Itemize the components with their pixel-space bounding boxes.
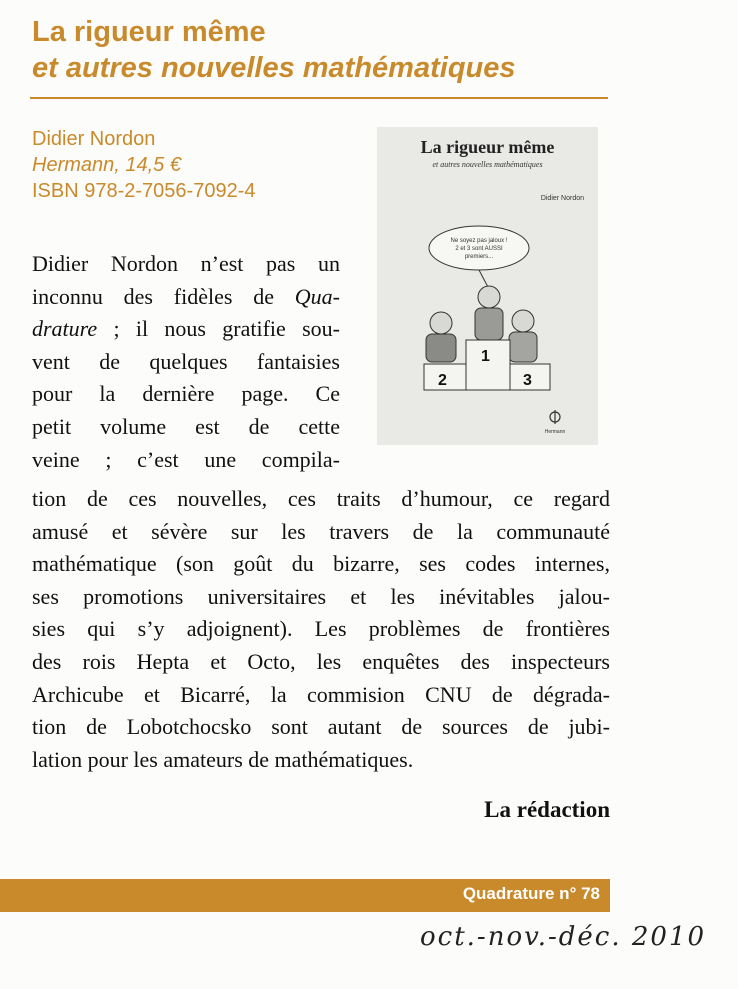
text-line: petit volume est de cette [32, 413, 340, 439]
figure-right-head [512, 310, 534, 332]
text-line: pour la dernière page. Ce [32, 381, 340, 407]
text-line: veine ; c’est une compila- [32, 446, 340, 472]
speech-bubble-text: Ne soyez pas jaloux ! [450, 238, 508, 244]
magazine-name: Qua- [294, 283, 340, 309]
magazine-name: drature [32, 316, 98, 342]
podium-number-2: 2 [438, 372, 447, 389]
book-meta [32, 126, 255, 204]
cover-author: Didier Nordon [540, 195, 584, 202]
article-title [32, 14, 612, 86]
text-line: Archicube et Bicarré, la commision CNU de dégrada- [32, 681, 610, 707]
text-line: vent de quelques fantaisies [32, 348, 340, 374]
figure-right-body [509, 332, 537, 362]
signature: La rédaction [484, 797, 610, 822]
author-name: Didier Nordon [32, 128, 156, 150]
podium-number-1: 1 [481, 348, 490, 365]
title-divider [30, 97, 608, 99]
cover-title: La rigueur même [420, 137, 555, 157]
text-line: Didier Nordon n’est pas un [32, 251, 340, 276]
review-text-full-width [32, 483, 610, 776]
review-text-column [32, 248, 340, 476]
text-line: des rois Hepta et Octo, les enquêtes des inspecteurs [32, 648, 610, 674]
publisher-name: Hermann [544, 429, 566, 435]
book-cover [377, 127, 598, 445]
text-line: ses promotions universitaires et les inévitables jalou- [32, 583, 610, 609]
text-line: drature ; il nous gratifie sou- [32, 316, 340, 342]
handwritten-date-note: oct.-nov.-déc. 2010 [420, 922, 707, 952]
text-line: tion de ces nouvelles, ces traits d’humour, ce regard [32, 486, 610, 511]
text-line: amusé et sévère sur les travers de la communauté [32, 518, 610, 544]
text-line: lation pour les amateurs de mathématiques. [32, 746, 414, 772]
isbn: ISBN 978-2-7056-7092-4 [32, 180, 256, 202]
figure-center-head [478, 286, 500, 308]
text-line: inconnu des fidèles de Qua- [32, 283, 340, 309]
figure-center-body [475, 308, 503, 340]
figure-left-head [430, 312, 452, 334]
figure-left-body [426, 334, 456, 362]
title-line-1: La rigueur même [32, 16, 266, 48]
svg-text:premiers...: premiers... [464, 254, 494, 260]
text-line: tion de Lobotchocsko sont autant de sources de jubi- [32, 714, 610, 740]
publisher-price: Hermann, 14,5 € [32, 154, 181, 176]
cover-illustration [377, 127, 598, 445]
cover-subtitle: et autres nouvelles mathématiques [432, 160, 543, 169]
podium-number-3: 3 [523, 372, 532, 389]
text-line: sies qui s’y adjoignent). Les problèmes de frontières [32, 616, 610, 642]
text-line: mathématique (son goût du bizarre, ses codes internes, [32, 551, 610, 577]
svg-text:2 et 3 sont AUSSI: 2 et 3 sont AUSSI [455, 246, 503, 252]
issue-label: Quadrature n° 78 [462, 884, 600, 903]
title-line-2: et autres nouvelles mathématiques [32, 52, 516, 84]
footer-bar [0, 879, 610, 912]
